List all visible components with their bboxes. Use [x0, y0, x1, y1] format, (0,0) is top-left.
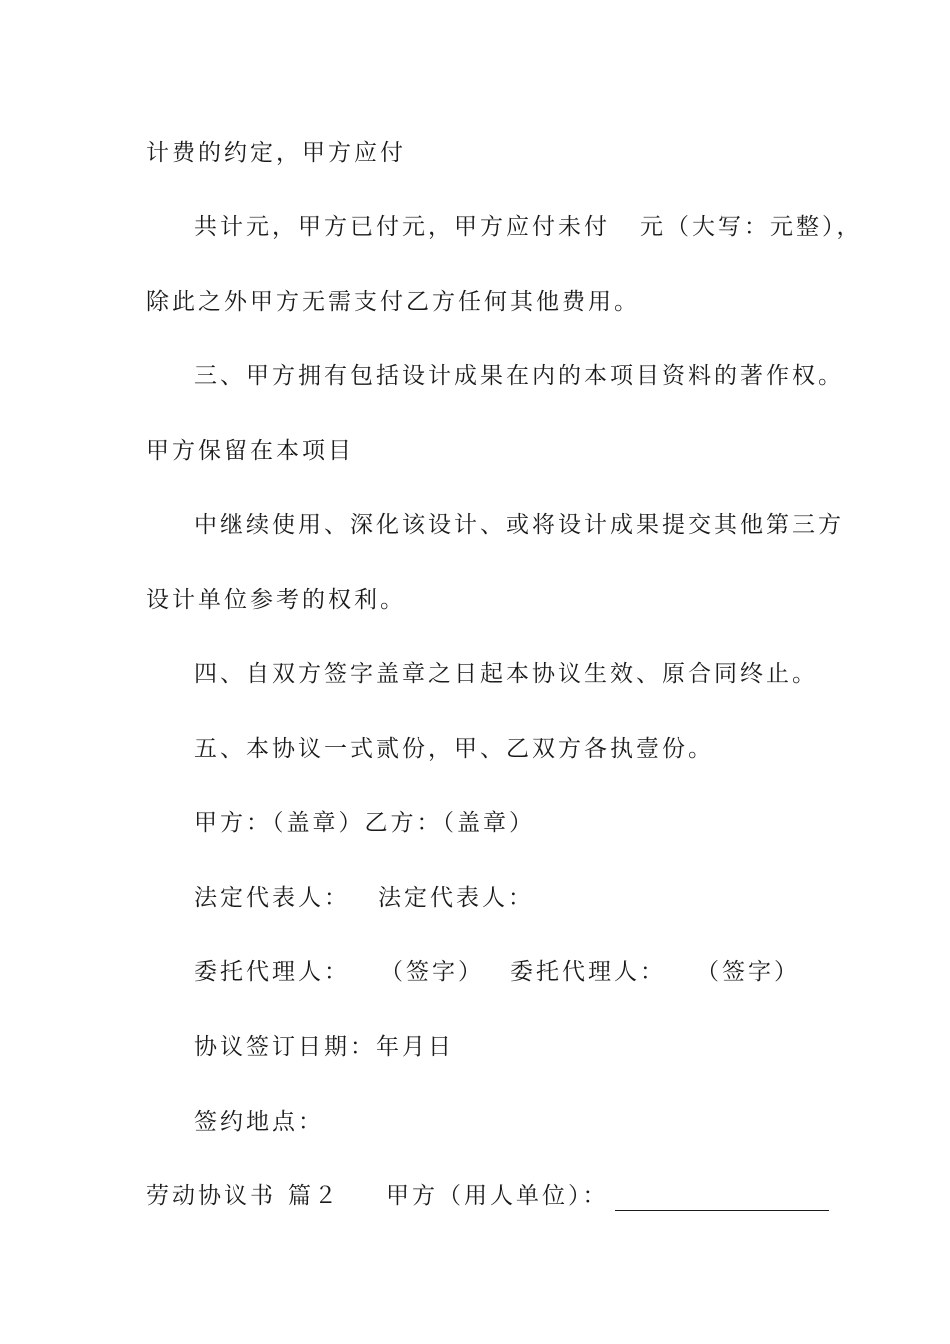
- text-segment: 法定代表人：: [194, 885, 350, 911]
- text-line: [194, 510, 844, 540]
- text-segment: 甲方保留在本项目: [146, 438, 354, 464]
- text-segment: 甲方：（盖章）乙方：（盖章）: [194, 810, 535, 836]
- signature-party-line: [194, 808, 535, 838]
- text-segment: 五、本协议一式贰份，甲、乙双方各执壹份。: [194, 736, 714, 762]
- text-line: [146, 585, 406, 615]
- text-segment: 设计单位参考的权利。: [146, 587, 406, 613]
- text-line: [146, 138, 406, 168]
- legal-representative-line: [194, 883, 534, 913]
- text-segment: 委托代理人：: [510, 959, 666, 985]
- text-segment: 四、自双方签字盖章之日起本协议生效、原合同终止。: [194, 661, 818, 687]
- text-segment: 除此之外甲方无需支付乙方任何其他费用。: [146, 289, 640, 315]
- text-line: [146, 436, 354, 466]
- text-segment: 共计元，甲方已付元，甲方应付未付: [194, 214, 610, 240]
- text-line: [194, 659, 818, 689]
- text-line: [146, 287, 640, 317]
- signing-place-line: [194, 1107, 324, 1137]
- text-segment: （签字）: [380, 959, 484, 985]
- party-a-label: 甲方（用人单位）：: [386, 1183, 609, 1209]
- text-segment: 计费的约定，甲方应付: [146, 140, 406, 166]
- text-segment: 委托代理人：: [194, 959, 350, 985]
- text-line: [194, 212, 863, 242]
- text-segment: （签字）: [696, 959, 800, 985]
- authorized-agent-line: [194, 957, 800, 987]
- section-title: 劳动协议书: [146, 1183, 276, 1209]
- text-line: [194, 734, 714, 764]
- text-segment: 签约地点：: [194, 1109, 324, 1135]
- section-heading-line: [146, 1181, 829, 1211]
- text-segment: 协议签订日期：年月日: [194, 1034, 454, 1060]
- text-segment: 元（大写：元整），: [640, 214, 863, 240]
- text-segment: 三、甲方拥有包括设计成果在内的本项目资料的著作权。: [194, 363, 844, 389]
- signing-date-line: [194, 1032, 454, 1062]
- text-line: [194, 361, 844, 391]
- fill-in-blank: [615, 1184, 829, 1211]
- section-number: 篇２: [288, 1183, 340, 1209]
- text-segment: 中继续使用、深化该设计、或将设计成果提交其他第三方: [194, 512, 844, 538]
- text-segment: 法定代表人：: [378, 885, 534, 911]
